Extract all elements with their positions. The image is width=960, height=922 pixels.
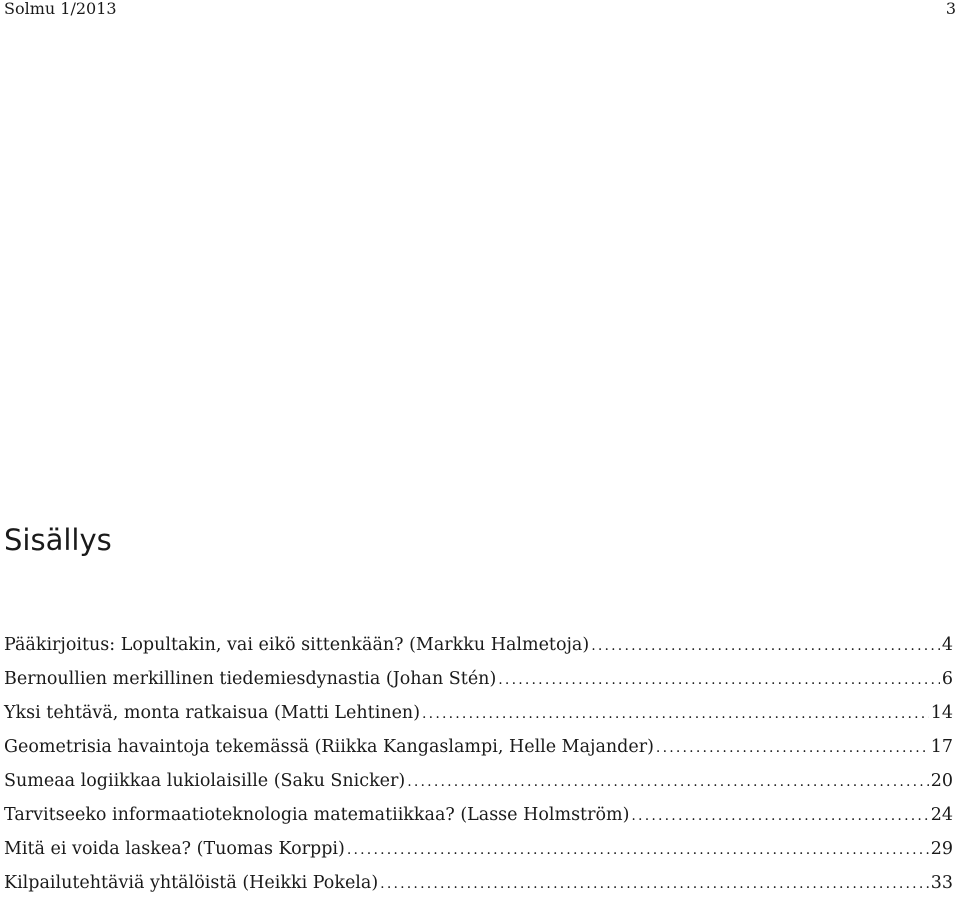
toc-entry[interactable] xyxy=(4,662,953,696)
toc-entry-page: 29 xyxy=(930,839,953,859)
toc-entry-page: 6 xyxy=(941,669,953,689)
toc-entry[interactable] xyxy=(4,764,953,798)
dot-leader xyxy=(591,629,940,663)
toc-entry-page: 14 xyxy=(930,703,953,723)
toc-entry[interactable] xyxy=(4,832,953,866)
toc-entry-title: Kilpailutehtäviä yhtälöistä (Heikki Pokela) xyxy=(4,873,379,893)
toc-title: Sisällys xyxy=(4,523,112,557)
dot-leader xyxy=(498,663,940,697)
toc-entry[interactable] xyxy=(4,730,953,764)
toc-entry-page: 33 xyxy=(930,873,953,893)
toc-entry-title: Tarvitseeko informaatioteknologia matematiikkaa? (Lasse Holmström) xyxy=(4,805,630,825)
dot-leader xyxy=(380,867,929,901)
issue-label: Solmu 1/2013 xyxy=(4,0,117,18)
dot-leader xyxy=(656,731,929,765)
toc-entry-title: Yksi tehtävä, monta ratkaisua (Matti Lehtinen) xyxy=(4,703,421,723)
toc-entry[interactable] xyxy=(4,696,953,730)
toc-entry[interactable] xyxy=(4,798,953,832)
dot-leader xyxy=(347,833,929,867)
toc-entry-page: 4 xyxy=(941,635,953,655)
toc-entry-page: 20 xyxy=(930,771,953,791)
toc-entry-title: Mitä ei voida laskea? (Tuomas Korppi) xyxy=(4,839,345,859)
toc-entry-page: 24 xyxy=(930,805,953,825)
page-header xyxy=(4,0,956,22)
toc-entry-title: Bernoullien merkillinen tiedemiesdynastia (Johan Stén) xyxy=(4,669,497,689)
toc-entry-title: Sumeaa logiikkaa lukiolaisille (Saku Snicker) xyxy=(4,771,406,791)
toc-entry[interactable] xyxy=(4,628,953,662)
dot-leader xyxy=(631,799,928,833)
toc-entry-title: Pääkirjoitus: Lopultakin, vai eikö sittenkään? (Markku Halmetoja) xyxy=(4,635,590,655)
page-number: 3 xyxy=(945,0,956,18)
dot-leader xyxy=(407,765,928,799)
toc-entry[interactable] xyxy=(4,866,953,900)
dot-leader xyxy=(422,697,929,731)
toc-entry-page: 17 xyxy=(930,737,953,757)
toc-entry-title: Geometrisia havaintoja tekemässä (Riikka Kangaslampi, Helle Majander) xyxy=(4,737,654,757)
table-of-contents xyxy=(4,628,953,900)
toc-heading-area xyxy=(4,516,112,564)
